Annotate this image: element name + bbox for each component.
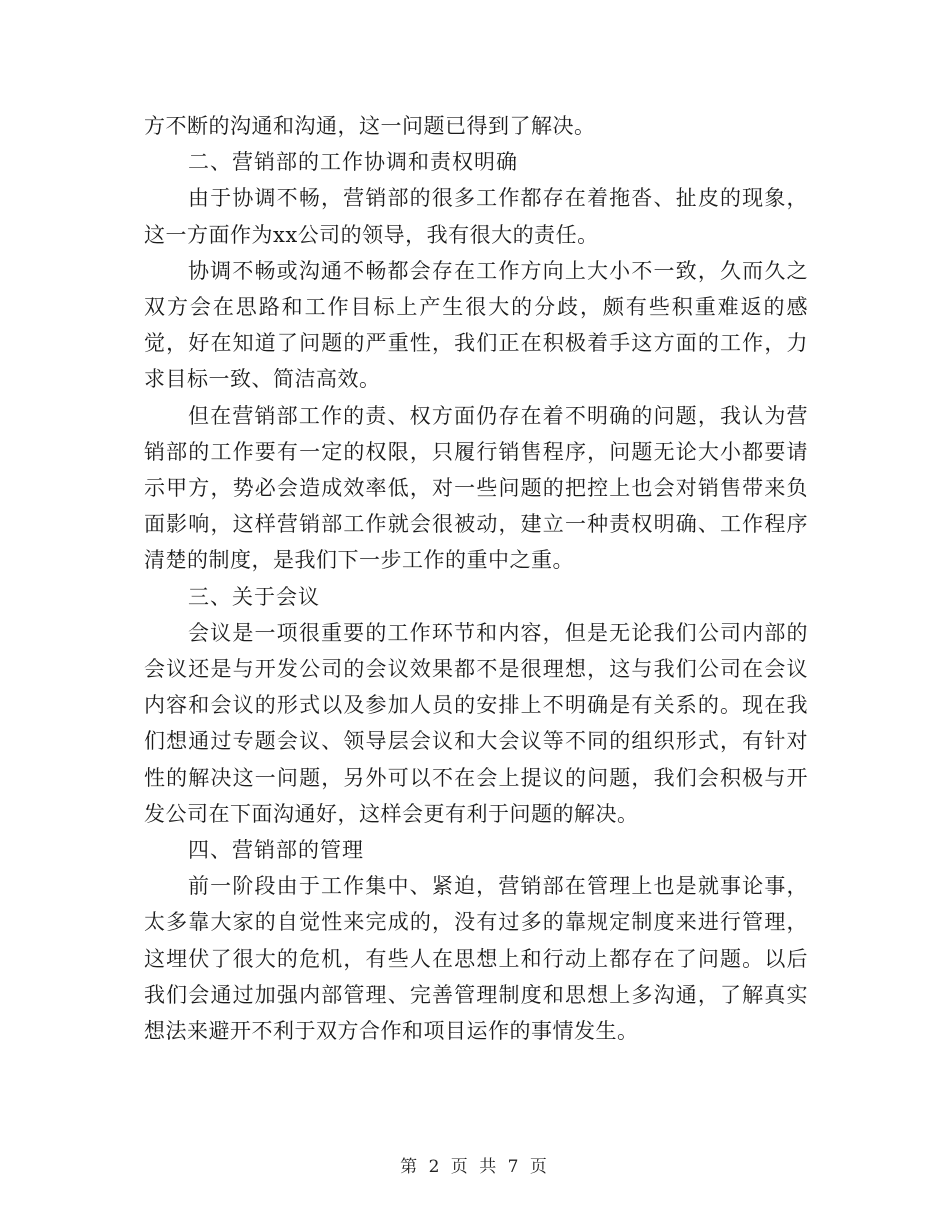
section-heading-2: 二、营销部的工作协调和责权明确 bbox=[188, 150, 518, 175]
paragraph: 协调不畅或沟通不畅都会存在工作方向上大小不一致，久而久之双方会在思路和工作目标上产生很大的分歧，颇有些积重难返的感觉，好在知道了问题的严重性，我们正在积极着手这方面的工作，力求目标一致、简洁高效。 bbox=[144, 258, 808, 392]
section-heading-3: 三、关于会议 bbox=[188, 584, 320, 609]
page-number-footer: 第 2 页 共 7 页 bbox=[400, 1157, 550, 1177]
paragraph: 但在营销部工作的责、权方面仍存在着不明确的问题，我认为营销部的工作要有一定的权限，只履行销售程序，问题无论大小都要请示甲方，势必会造成效率低，对一些问题的把控上也会对销售带来负面影响，这样营销部工作就会很被动，建立一种责权明确、工作程序清楚的制度，是我们下一步工作的重中之重。 bbox=[144, 403, 808, 573]
section-heading-4: 四、营销部的管理 bbox=[188, 838, 364, 863]
document-body bbox=[144, 108, 808, 1049]
paragraph-continuation: 方不断的沟通和沟通，这一问题已得到了解决。 bbox=[144, 114, 596, 138]
paragraph: 前一阶段由于工作集中、紧迫，营销部在管理上也是就事论事，太多靠大家的自觉性来完成的，没有过多的靠规定制度来进行管理，这埋伏了很大的危机，有些人在思想上和行动上都存在了问题。以后我们会通过加强内部管理、完善管理制度和思想上多沟通，了解真实想法来避开不利于双方合作和项目运作的事情发生。 bbox=[144, 874, 808, 1044]
paragraph: 由于协调不畅，营销部的很多工作都存在着拖沓、扯皮的现象，这一方面作为xx公司的领导，我有很大的责任。 bbox=[144, 186, 808, 247]
paragraph: 会议是一项很重要的工作环节和内容，但是无论我们公司内部的会议还是与开发公司的会议效果都不是很理想，这与我们公司在会议内容和会议的形式以及参加人员的安排上不明确是有关系的。现在我们想通过专题会议、领导层会议和大会议等不同的组织形式，有针对性的解决这一问题，另外可以不在会上提议的问题，我们会积极与开发公司在下面沟通好，这样会更有利于问题的解决。 bbox=[144, 620, 808, 826]
